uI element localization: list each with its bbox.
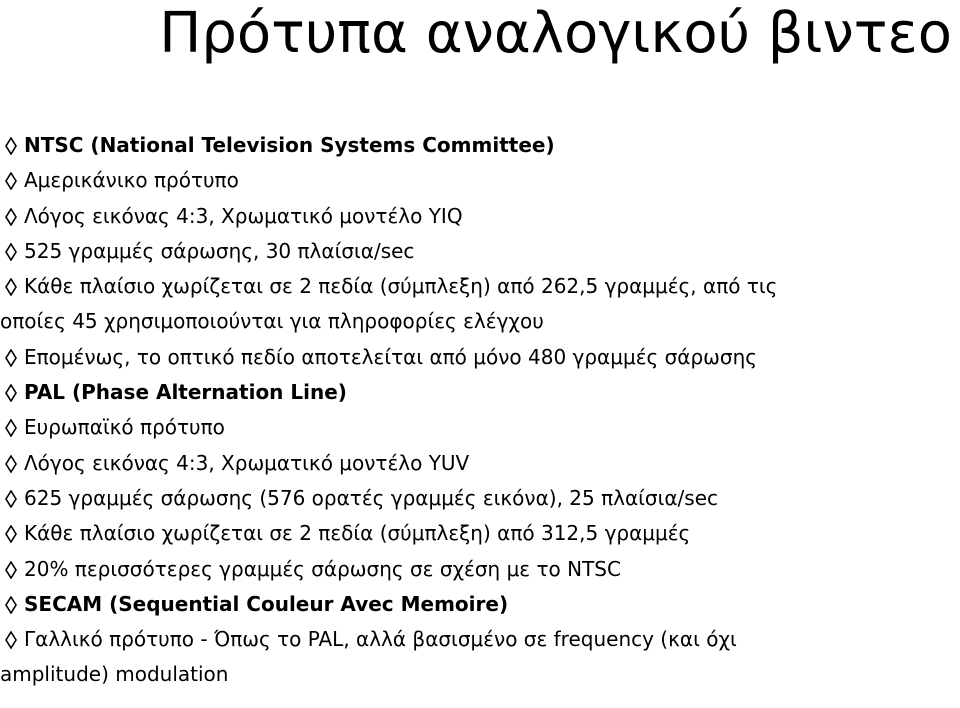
bullet-continuation: οποίες 45 χρησιμοποιούνται για πληροφορίες ελέγχου — [0, 309, 544, 334]
diamond-bullet-icon — [5, 208, 17, 226]
list-item — [0, 622, 960, 693]
bullet-text: PAL (Phase Alternation Line) — [24, 380, 347, 405]
bullet-list — [0, 128, 960, 693]
diamond-bullet-icon — [5, 631, 17, 649]
list-item — [0, 199, 960, 234]
bullet-secam — [0, 587, 960, 622]
bullet-ntsc — [0, 128, 960, 163]
diamond-bullet-icon — [5, 278, 17, 296]
diamond-bullet-icon — [5, 525, 17, 543]
list-item — [0, 163, 960, 198]
diamond-bullet-icon — [5, 596, 17, 614]
list-item — [0, 234, 960, 269]
list-item — [0, 446, 960, 481]
page-title: Πρότυπα αναλογικού βιντεο — [159, 1, 952, 66]
bullet-text: Λόγος εικόνας 4:3, Χρωματικό μοντέλο YIQ — [24, 203, 463, 228]
bullet-pal — [0, 375, 960, 410]
diamond-bullet-icon — [5, 490, 17, 508]
list-item — [0, 269, 960, 340]
bullet-text: Λόγος εικόνας 4:3, Χρωματικό μοντέλο YUV — [24, 450, 470, 475]
list-item — [0, 340, 960, 375]
list-item — [0, 410, 960, 445]
bullet-text: Γαλλικό πρότυπο - Όπως το PAL, αλλά βασισμένο σε frequency (και όχι — [24, 627, 737, 652]
bullet-continuation: amplitude) modulation — [0, 662, 229, 687]
bullet-text: Επομένως, το οπτικό πεδίο αποτελείται από μόνο 480 γραμμές σάρωσης — [24, 344, 757, 369]
bullet-text: 20% περισσότερες γραμμές σάρωσης σε σχέση με το NTSC — [24, 556, 621, 581]
diamond-bullet-icon — [5, 349, 17, 367]
bullet-text: 625 γραμμές σάρωσης (576 ορατές γραμμές εικόνα), 25 πλαίσια/sec — [24, 485, 719, 510]
bullet-text: Αμερικάνικο πρότυπο — [24, 168, 239, 193]
diamond-bullet-icon — [5, 419, 17, 437]
bullet-text: Κάθε πλαίσιο χωρίζεται σε 2 πεδία (σύμπλεξη) από 262,5 γραμμές, από τις — [24, 274, 778, 299]
diamond-bullet-icon — [5, 172, 17, 190]
bullet-text: SECAM (Sequential Couleur Avec Memoire) — [24, 591, 509, 616]
diamond-bullet-icon — [5, 137, 17, 155]
list-item — [0, 481, 960, 516]
diamond-bullet-icon — [5, 384, 17, 402]
bullet-text: Κάθε πλαίσιο χωρίζεται σε 2 πεδία (σύμπλεξη) από 312,5 γραμμές — [24, 521, 691, 546]
list-item — [0, 552, 960, 587]
diamond-bullet-icon — [5, 455, 17, 473]
bullet-text: 525 γραμμές σάρωσης, 30 πλαίσια/sec — [24, 238, 415, 263]
bullet-text: Ευρωπαϊκό πρότυπο — [24, 415, 225, 440]
diamond-bullet-icon — [5, 561, 17, 579]
bullet-text: NTSC (National Television Systems Committee) — [24, 133, 555, 157]
list-item — [0, 516, 960, 551]
diamond-bullet-icon — [5, 243, 17, 261]
